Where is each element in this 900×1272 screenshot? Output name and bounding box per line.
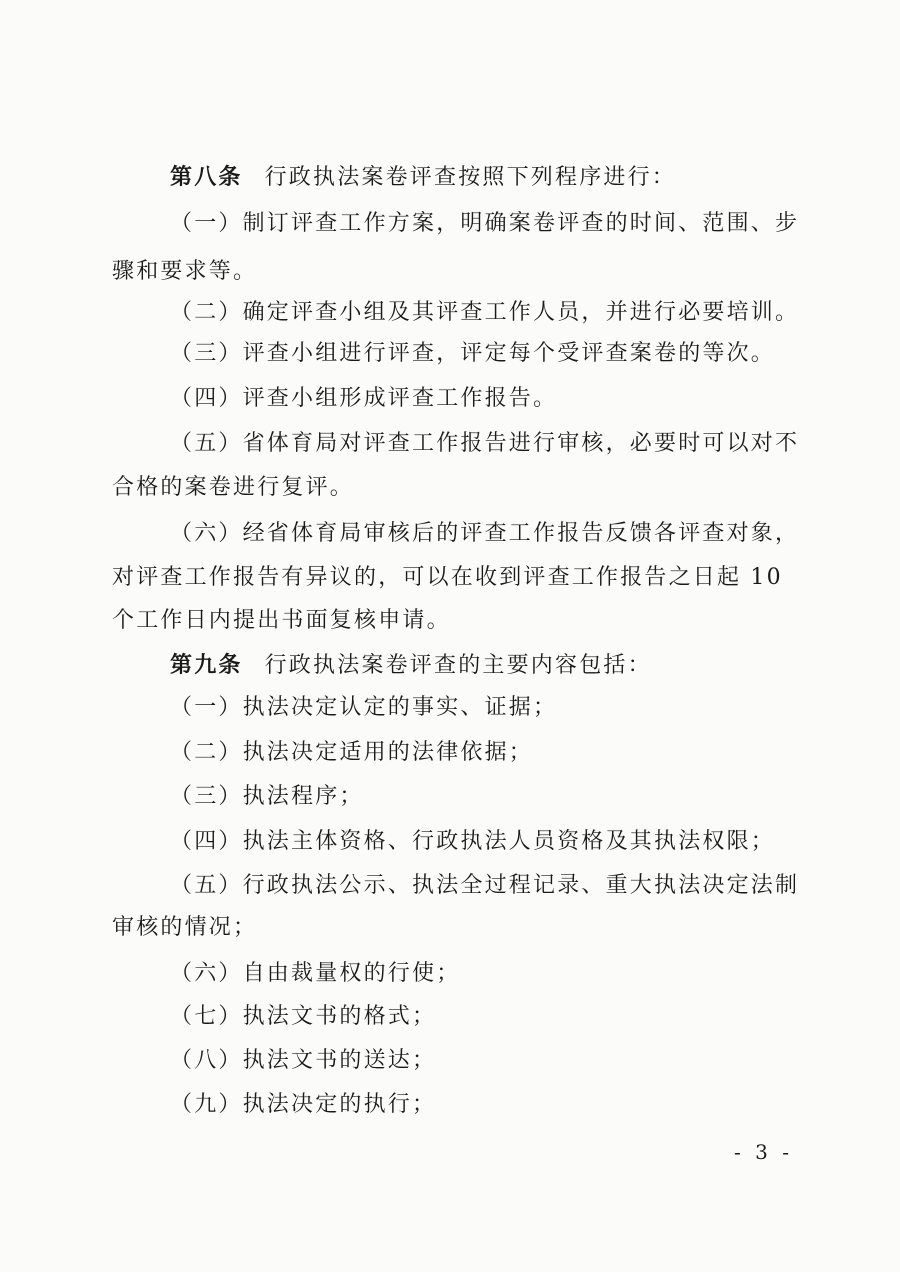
- article9-item-5-cont: 审核的情况；: [112, 915, 258, 940]
- article9-item-3: （三）执法程序；: [170, 784, 364, 809]
- article9-heading: 第九条: [170, 652, 243, 678]
- article8-item-3: （三）评查小组进行评查，评定每个受评查案卷的等次。: [170, 341, 776, 366]
- article9-item-4: （四）执法主体资格、行政执法人员资格及其执法权限；: [170, 829, 776, 854]
- article8-item-6: （六）经省体育局审核后的评查工作报告反馈各评查对象，: [170, 521, 800, 546]
- article8-intro: 行政执法案卷评查按照下列程序进行：: [264, 165, 677, 190]
- article9-item-9: （九）执法决定的执行；: [170, 1092, 437, 1117]
- article8-item-2: （二）确定评查小组及其评查工作人员，并进行必要培训。: [170, 300, 800, 325]
- article8-item-5-cont: 合格的案卷进行复评。: [112, 475, 355, 500]
- article8-item-5: （五）省体育局对评查工作报告进行审核，必要时可以对不: [170, 431, 800, 456]
- article9-item-5: （五）行政执法公示、执法全过程记录、重大执法决定法制: [170, 873, 800, 898]
- article9-item-2: （二）执法决定适用的法律依据；: [170, 740, 534, 765]
- article8-heading-line: [170, 162, 676, 193]
- page-number: - 3 -: [734, 1140, 793, 1164]
- article8-item-6-cont: 对评查工作报告有异议的，可以在收到评查工作报告之日起 10: [112, 565, 783, 590]
- article9-item-6: （六）自由裁量权的行使；: [170, 961, 461, 986]
- article8-item-1: （一）制订评查工作方案，明确案卷评查的时间、范围、步: [170, 211, 800, 236]
- article8-item-6-cont2: 个工作日内提出书面复核申请。: [112, 608, 451, 633]
- article9-heading-line: [170, 650, 652, 681]
- article8-item-4: （四）评查小组形成评查工作报告。: [170, 386, 558, 411]
- article9-intro: 行政执法案卷评查的主要内容包括：: [264, 653, 652, 678]
- article9-item-7: （七）执法文书的格式；: [170, 1004, 437, 1029]
- article8-item-1-cont: 骤和要求等。: [112, 259, 258, 284]
- article8-heading: 第八条: [170, 164, 243, 190]
- article9-item-8: （八）执法文书的送达；: [170, 1048, 437, 1073]
- article9-item-1: （一）执法决定认定的事实、证据；: [170, 695, 558, 720]
